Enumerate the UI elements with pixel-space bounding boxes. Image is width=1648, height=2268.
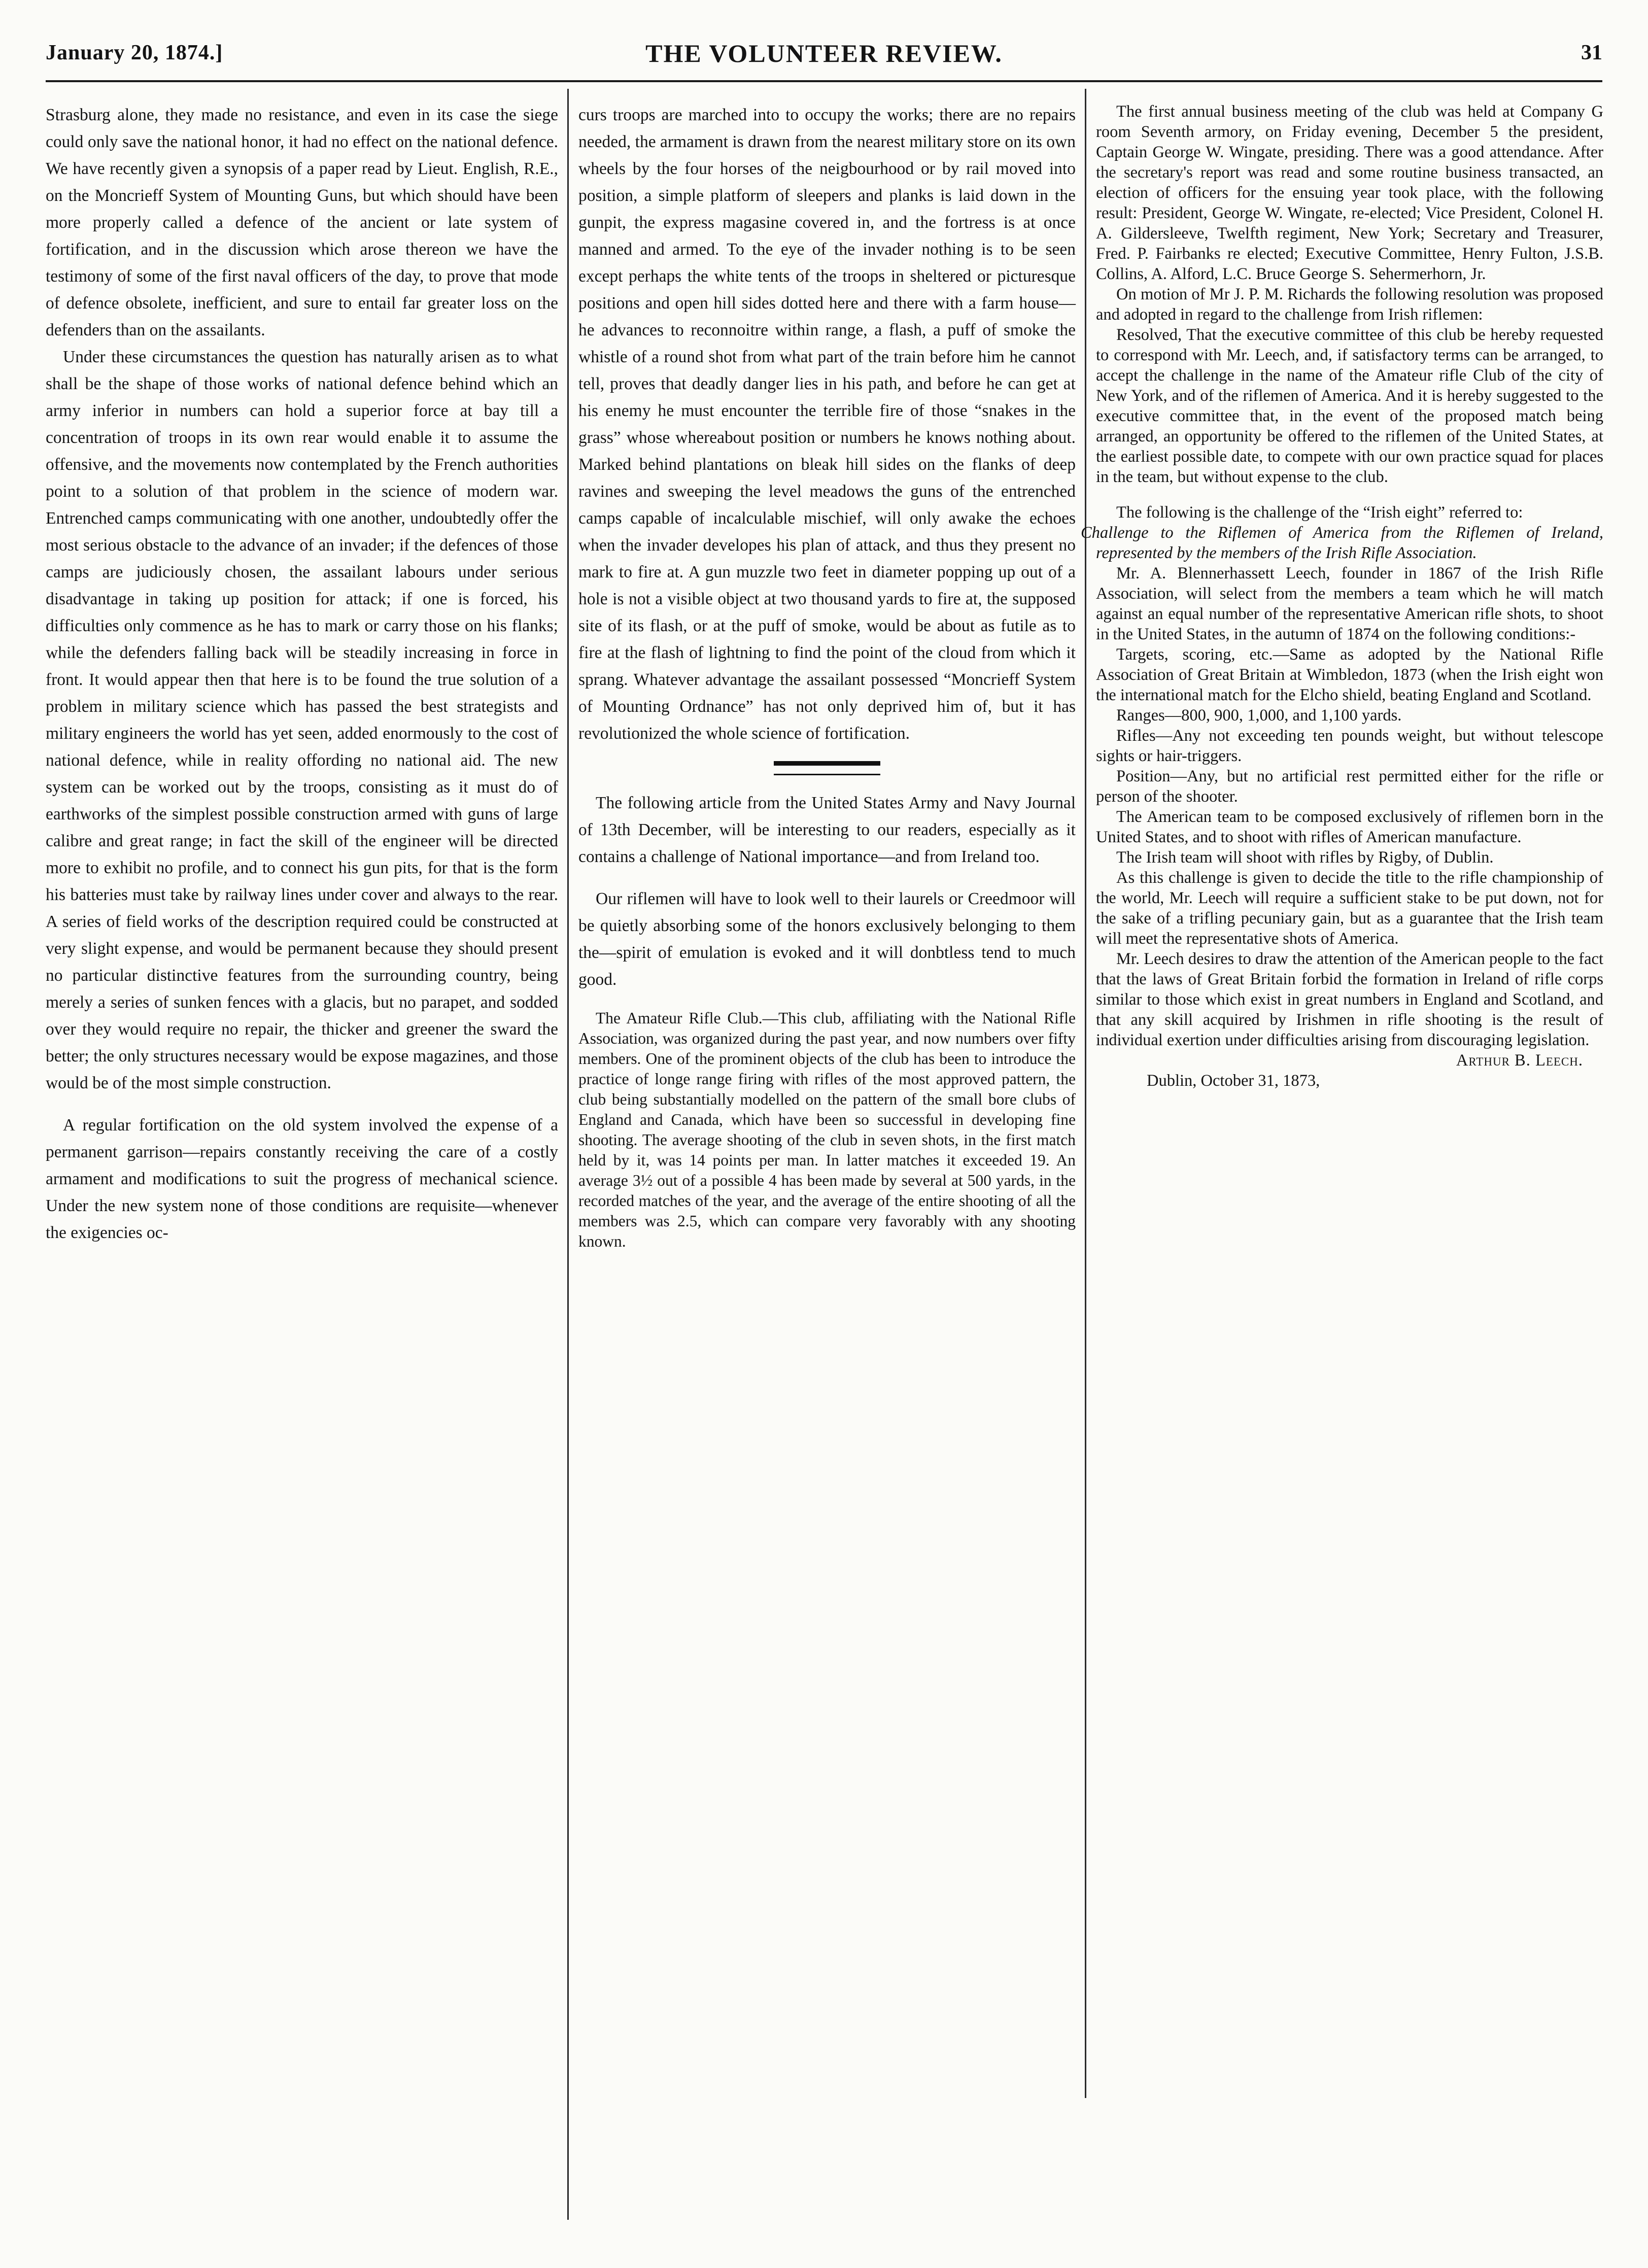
page-header	[46, 37, 1602, 77]
paragraph: Strasburg alone, they made no resistance, and even in its case the siege could only save the national honor, it had no effect on the national defence. We have recently given a synopsis of a paper read by Lieut. English, R.E., on the Moncrieff System of Mounting Guns, but which should have been more properly called a defence of the ancient or late system of fortification, and in the discussion which arose thereon we have the testimony of some of the first naval officers of the day, to prove that mode of defence obsolete, inefficient, and sure to entail far greater loss on the defenders than on the assailants.	[46, 106, 558, 339]
paragraph: Mr. Leech desires to draw the attention of the American people to the fact that the laws of Great Britain forbid the formation in Ireland of rifle corps similar to those which exist in great numbers in England and Scotland, and that any skill acquired by Irishmen in rifle shooting is the result of individual exertion under difficulties arising from discouraging legislation.	[1096, 950, 1603, 1049]
section-divider	[774, 761, 880, 775]
paragraph: A regular fortification on the old system involved the expense of a permanent garrison—repairs constantly receiving the care of a costly armament and modifications to suit the progress of mechanical science. Under the new system none of those conditions are requisite—whenever the exigencies oc-	[46, 1116, 558, 1242]
paragraph: The American team to be composed exclusively of riflemen born in the United States, and to shoot with rifles of American manufacture.	[1096, 808, 1603, 846]
challenge-heading: Challenge to the Riflemen of America from the Riflemen of Ireland, represented by the members of the Irish Rifle Association.	[1081, 524, 1603, 562]
paragraph: As this challenge is given to decide the title to the rifle championship of the world, Mr. Leech will require a sufficient stake to be put down, not for the sake of a trifling pecuniary gain, but as a guarantee that the Irish team will meet the representative shots of America.	[1096, 869, 1603, 948]
paragraph: Targets, scoring, etc.—Same as adopted by the National Rifle Association of Great Britain at Wimbledon, 1873 (when the Irish eight won the international match for the Elcho shield, beating England and Scotland.	[1096, 645, 1603, 704]
column-1	[46, 101, 558, 1246]
paragraph: The following article from the United States Army and Navy Journal of 13th December, will be interesting to our readers, especially as it contains a challenge of National importance—and from Ireland too.	[578, 794, 1076, 866]
paragraph: Rifles—Any not exceeding ten pounds weight, but without telescope sights or hair-triggers.	[1096, 727, 1603, 765]
issue-date: January 20, 1874.]	[46, 41, 223, 64]
amateur-rifle-club-article: The Amateur Rifle Club.—This club, affiliating with the National Rifle Association, was organized during the past year, and now numbers over fifty members. One of the prominent objects of the club has been to introduce the practice of longe range firing with rifles of the most approved pattern, the club being substantially modelled on the pattern of the small bore clubs of England and Canada, which have been so successful in developing fine shooting. The average shooting of the club in seven shots, in the first match held by it, was 14 points per man. In latter matches it exceeded 19. An average 3½ out of a possible 4 has been made by several at 500 yards, in the recorded matches of the year, and the average of the entire shooting of all the members was 2.5, which can compare very favorably with any shooting known.	[578, 1009, 1076, 1250]
publication-title: THE VOLUNTEER REVIEW.	[645, 39, 1003, 67]
paragraph: The following is the challenge of the “Irish eight” referred to:	[1116, 503, 1523, 522]
signature: Arthur B. Leech.	[1456, 1051, 1583, 1070]
paragraph: Our riflemen will have to look well to their laurels or Creedmoor will be quietly absorbing some of the honors exclusively belonging to them the—spirit of emulation is evoked and it will donbtless tend to much good.	[578, 889, 1076, 989]
dateline: Dublin, October 31, 1873,	[1147, 1072, 1320, 1090]
column-3	[1081, 101, 1603, 1091]
paragraph: Position—Any, but no artificial rest permitted either for the rifle or person of the shooter.	[1096, 767, 1603, 806]
column-rule-2	[1085, 89, 1086, 2098]
resolution-paragraph: Resolved, That the executive committee of this club be hereby requested to correspond with Mr. Leech, and, if satisfactory terms can be arranged, to accept the challenge in the name of the Amateur rifle Club of the city of New York, and of the riflemen of America. And it is hereby suggested to the executive committee that, in the event of the proposed match being arranged, an opportunity be offered to the riflemen of the United States, at the earliest possible date, to compete with our own practice squad for places in the team, but without expense to the club.	[1096, 326, 1603, 486]
paragraph: Mr. A. Blennerhassett Leech, founder in 1867 of the Irish Rifle Association, will select from the members a team which he will match against an equal number of the representative American rifle shots, to shoot in the United States, in the autumn of 1874 on the following conditions:-	[1096, 564, 1603, 643]
column-rule-1	[567, 89, 569, 2220]
paragraph: Ranges—800, 900, 1,000, and 1,100 yards.	[1116, 706, 1402, 725]
paragraph: Under these circumstances the question has naturally arisen as to what shall be the shape of those works of national defence behind which an army inferior in numbers can hold a superior force at bay till a concentration of troops in its own rear would enable it to assume the offensive, and the movements now contemplated by the French authorities point to a solution of that problem in the science of modern war. Entrenched camps communicating with one another, undoubtedly offer the most serious obstacle to the advance of an invader; if the defences of those camps are judiciously chosen, the assailant labours under serious disadvantage in taking up position for attack; if one is forced, his difficulties only commence as he has to mark or carry those on his flanks; while the defenders falling back will be steadily increasing in force in front. It would appear then that here is to be found the true solution of a problem in military science which has passed the best strategists and military engineers the world has yet seen, added enormously to the cost of national defence, while in reality offording no national aid. The new system can be worked out by the troops, consisting as it must do of earthworks of the simplest possible construction armed with guns of large calibre and great range; in fact the skill of the engineer will be directed more to exhibit no profile, and to connect his gun pits, for that is the form his batteries must take by railway lines under cover and always to the rear. A series of field works of the description required could be constructed at very slight expense, and would be permanent because they should present no particular distinctive features from the surrounding country, being merely a series of sunken fences with a glacis, but no parapet, and sodded over they would require no repair, the thicker and greener the sward the better; the only structures necessary would be expose magazines, and those would be of the most simple construction.	[46, 348, 558, 1092]
paragraph: On motion of Mr J. P. M. Richards the following resolution was proposed and adopted in regard to the challenge from Irish riflemen:	[1096, 285, 1603, 324]
paragraph: The first annual business meeting of the club was held at Company G room Seventh armory, on Friday evening, December 5 the president, Captain George W. Wingate, presiding. There was a good attendance. After the secretary's report was read and some routine business transacted, an election of officers for the ensuing year took place, with the following result: President, George W. Wingate, re-elected; Vice President, Colonel H. A. Gildersleeve, Twelfth regiment, New York; Secretary and Treasurer, Fred. P. Fairbanks re elected; Executive Committee, Henry Fulton, J.S.B. Collins, A. Alford, L.C. Bruce George S. Sehermerhorn, Jr.	[1096, 102, 1603, 283]
header-rule	[46, 80, 1602, 82]
page-number: 31	[1581, 41, 1602, 64]
paragraph: curs troops are marched into to occupy the works; there are no repairs needed, the armament is drawn from the nearest military store on its own wheels by the four horses of the neigbourhood or by rail moved into position, a simple platform of sleepers and planks is laid down in the gunpit, the express magasine covered in, and the fortress is at once manned and armed. To the eye of the invader nothing is to be seen except perhaps the white tents of the troops in sheltered or picturesque positions and open hill sides dotted here and there with a farm house—he advances to reconnoitre within range, a flash, a puff of smoke the whistle of a round shot from what part of the train before him he cannot tell, proves that deadly danger lies in his path, and before he can get at his enemy he must encounter the terrible fire of those “snakes in the grass” whose whereabout position or numbers he knows nothing about. Marked behind plantations on bleak hill sides on the flanks of deep ravines and sweeping the level meadows the guns of the entrenched camps capable of incalculable mischief, will only awake the echoes when the invader developes his plan of attack, and thus they present no mark to fire at. A gun muzzle two feet in diameter popping up out of a hole is not a visible object at two thousand yards to fire at, the supposed site of its flash, or at the puff of smoke, would be about as futile as to fire at the flash of lightning to find the point of the cloud from which it sprang. Whatever advantage the assailant possessed “Moncrieff System of Mounting Ordnance” has not only deprived him of, but it has revolutionized the whole science of fortification.	[578, 106, 1076, 743]
paragraph: The Irish team will shoot with rifles by Rigby, of Dublin.	[1116, 848, 1494, 867]
column-2	[578, 101, 1076, 1252]
